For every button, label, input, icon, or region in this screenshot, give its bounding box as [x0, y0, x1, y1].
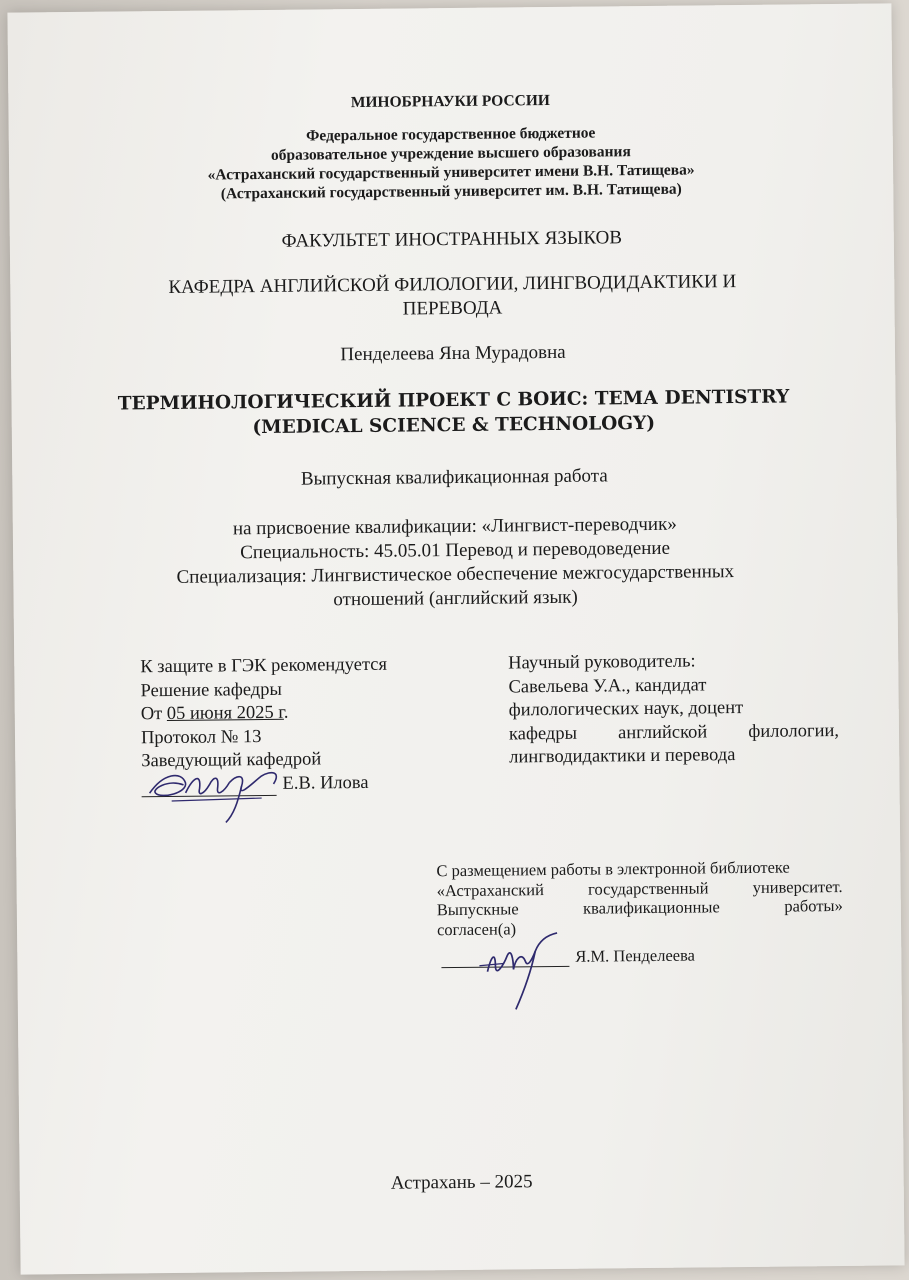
supervisor-line: Савельева У.А., кандидат: [508, 674, 707, 697]
consent-line: согласен(а): [436, 918, 517, 939]
author-name: Пенделеева Яна Мурадовна: [340, 341, 566, 366]
document-page: [7, 3, 904, 1274]
work-type: Выпускная квалификационная работа: [300, 465, 608, 490]
specialization-line: Специализация: Лингвистическое обеспечение межгосударственных: [176, 561, 735, 588]
department-line: КАФЕДРА АНГЛИЙСКОЙ ФИЛОЛОГИИ, ЛИНГВОДИДАКТИКИ И: [168, 271, 737, 298]
institution-line: «Астраханский государственный университет имени В.Н. Татищева»: [207, 161, 695, 184]
faculty-heading: ФАКУЛЬТЕТ ИНОСТРАННЫХ ЯЗЫКОВ: [281, 227, 623, 252]
institution-line: (Астраханский государственный университет им. В.Н. Татищева): [220, 180, 682, 203]
defense-date: 05 июня 2025 г: [166, 702, 284, 725]
supervisor-block: [508, 649, 839, 770]
signer-name: Я.М. Пенделеева: [575, 945, 696, 966]
head-name: Е.В. Илова: [282, 772, 369, 794]
consent-line: Выпускные квалификационные работы»: [436, 895, 843, 920]
specialty-line: Специальность: 45.05.01 Перевод и переводоведение: [240, 537, 671, 564]
consent-line: С размещением работы в электронной библиотеке: [436, 857, 790, 881]
ministry-heading: МИНОБРНАУКИ РОССИИ: [350, 91, 550, 112]
supervisor-line: кафедры английской филологии,: [508, 720, 840, 744]
thesis-title-line: (MEDICAL SCIENCE & TECHNOLOGY): [252, 412, 656, 439]
consent-line: «Астраханский государственный университет.: [436, 876, 843, 900]
institution-line: образовательное учреждение высшего образования: [270, 143, 631, 164]
defense-recommendation-block: [140, 654, 388, 798]
consent-signature-line: [441, 946, 695, 969]
city-year: Астрахань – 2025: [390, 1171, 533, 1194]
defense-line: Решение кафедры: [140, 679, 282, 701]
supervisor-line: лингводидактики и перевода: [509, 745, 736, 768]
defense-date-line: От 05 июня 2025 г.: [140, 702, 289, 725]
thesis-title-line: ТЕРМИНОЛОГИЧЕСКИЙ ПРОЕКТ С ВОИС: ТЕМА DENTISTRY: [117, 386, 790, 415]
supervisor-line: филологических наук, доцент: [508, 697, 744, 721]
defense-line: К защите в ГЭК рекомендуется: [140, 654, 388, 678]
head-signature-line: [141, 771, 388, 797]
library-consent-block: [436, 857, 843, 939]
department-line: ПЕРЕВОДА: [402, 297, 503, 320]
signature-underline: [141, 777, 276, 797]
supervisor-label: Научный руководитель:: [508, 651, 696, 674]
specialization-line: отношений (английский язык): [333, 586, 578, 611]
signature-underline: [441, 948, 569, 968]
protocol-line: Протокол № 13: [140, 726, 262, 748]
institution-line: Федеральное государственное бюджетное: [305, 124, 596, 145]
head-title-line: Заведующий кафедрой: [141, 749, 322, 772]
qualification-line: на присвоение квалификации: «Лингвист-переводчик»: [232, 513, 677, 540]
